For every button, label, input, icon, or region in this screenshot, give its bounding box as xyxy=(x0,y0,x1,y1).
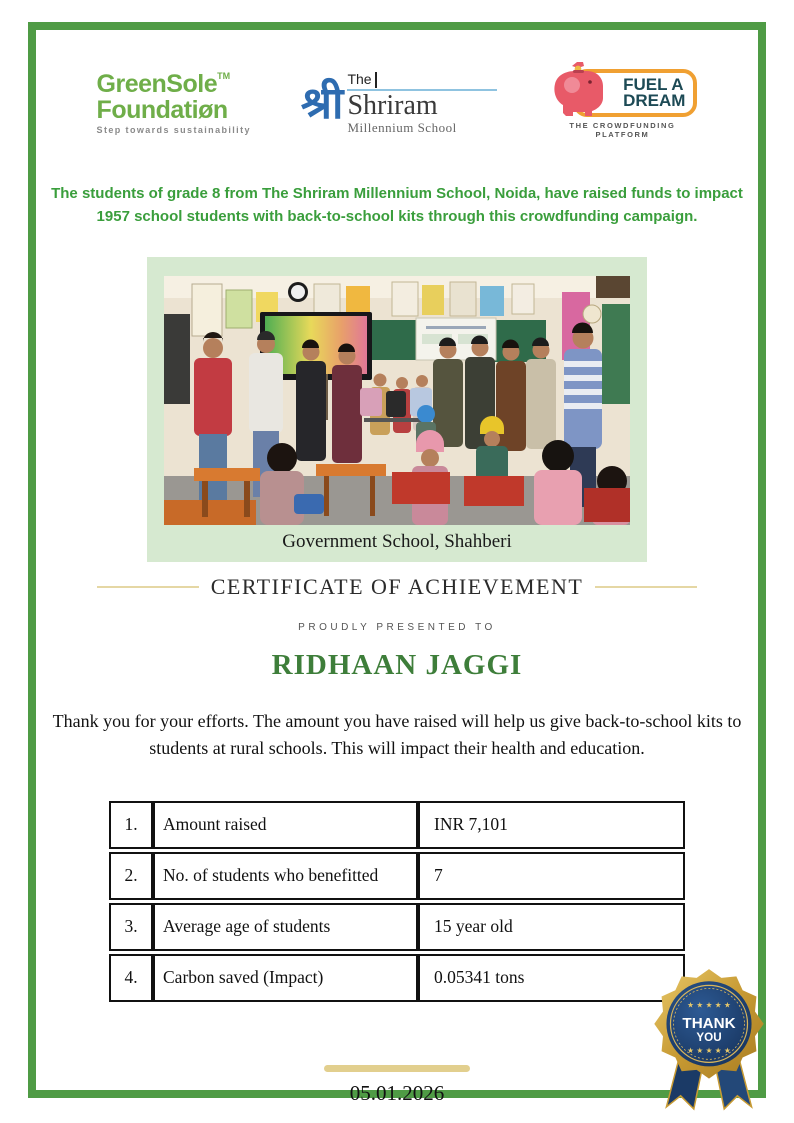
trademark-symbol: TM xyxy=(217,71,231,82)
fueladream-tagline: THE CROWDFUNDING PLATFORM xyxy=(569,121,676,139)
recipient-name: RIDHAAN JAGGI xyxy=(271,648,523,681)
shriram-name: Shriram xyxy=(347,89,438,121)
intro-statement: The students of grade 8 from The Shriram Millennium School, Noida, have raised funds to impact 1957 school students with back-to-school kits through this crowdfunding campaign. xyxy=(51,185,743,226)
row-label: Carbon saved (Impact) xyxy=(153,954,418,1002)
shriram-wordmark xyxy=(347,72,497,136)
row-number: 2. xyxy=(109,852,153,900)
heading-rule-right xyxy=(595,586,697,588)
photo-caption: Government School, Shahberi xyxy=(282,530,512,552)
table-row xyxy=(109,852,685,900)
certificate-content xyxy=(36,30,758,1105)
photo-frame xyxy=(147,257,647,562)
greensole-name2: Foundatiøn xyxy=(96,95,228,124)
certificate-date: 05.01.2026 xyxy=(349,1080,445,1105)
row-number: 3. xyxy=(109,903,153,951)
fueladream-logo xyxy=(547,69,697,139)
greensole-foundation-logo xyxy=(97,72,251,135)
classroom-photo xyxy=(164,276,630,525)
presented-label: PROUDLY PRESENTED TO xyxy=(298,621,496,633)
shriram-school-logo xyxy=(301,72,498,136)
shriram-the: The xyxy=(347,72,376,87)
row-number: 1. xyxy=(109,801,153,849)
fueladream-wordmark: FUEL A DREAM xyxy=(623,74,686,110)
badge-stars-top: ★ ★ ★ ★ ★ xyxy=(687,1000,731,1010)
row-value: 0.05341 tons xyxy=(418,954,685,1002)
row-label: No. of students who benefitted xyxy=(153,852,418,900)
row-value: 15 year old xyxy=(418,903,685,951)
date-rule xyxy=(324,1065,470,1072)
row-value: 7 xyxy=(418,852,685,900)
thank-you-badge xyxy=(638,959,780,1111)
table-row xyxy=(109,954,685,1002)
greensole-tagline: Step towards sustainability xyxy=(96,125,251,136)
row-label: Amount raised xyxy=(153,801,418,849)
row-value: INR 7,101 xyxy=(418,801,685,849)
shriram-subtitle: Millennium School xyxy=(347,119,457,135)
impact-table xyxy=(109,798,685,1005)
row-number: 4. xyxy=(109,954,153,1002)
table-row xyxy=(109,903,685,951)
heading-rule-left xyxy=(97,586,199,588)
greensole-name: GreenSole™ xyxy=(96,70,231,99)
badge-stars-bottom: ★ ★ ★ ★ ★ xyxy=(687,1046,731,1056)
certificate-title: CERTIFICATE OF ACHIEVEMENT xyxy=(210,573,584,599)
photo-mat xyxy=(147,257,647,525)
row-label: Average age of students xyxy=(153,903,418,951)
certificate-heading-row xyxy=(97,574,697,600)
piggy-elephant-icon xyxy=(547,61,611,121)
shriram-devanagari-icon: श्री xyxy=(300,78,344,129)
partner-logos-row xyxy=(36,62,758,146)
badge-text-you: YOU xyxy=(696,1031,722,1045)
thank-you-message: Thank you for your efforts. The amount you have raised will help us give back-to-school kits to students at rural schools. This will impact their health and education. xyxy=(52,710,742,758)
badge-text-thank: THANK xyxy=(682,1014,736,1032)
table-row xyxy=(109,801,685,849)
